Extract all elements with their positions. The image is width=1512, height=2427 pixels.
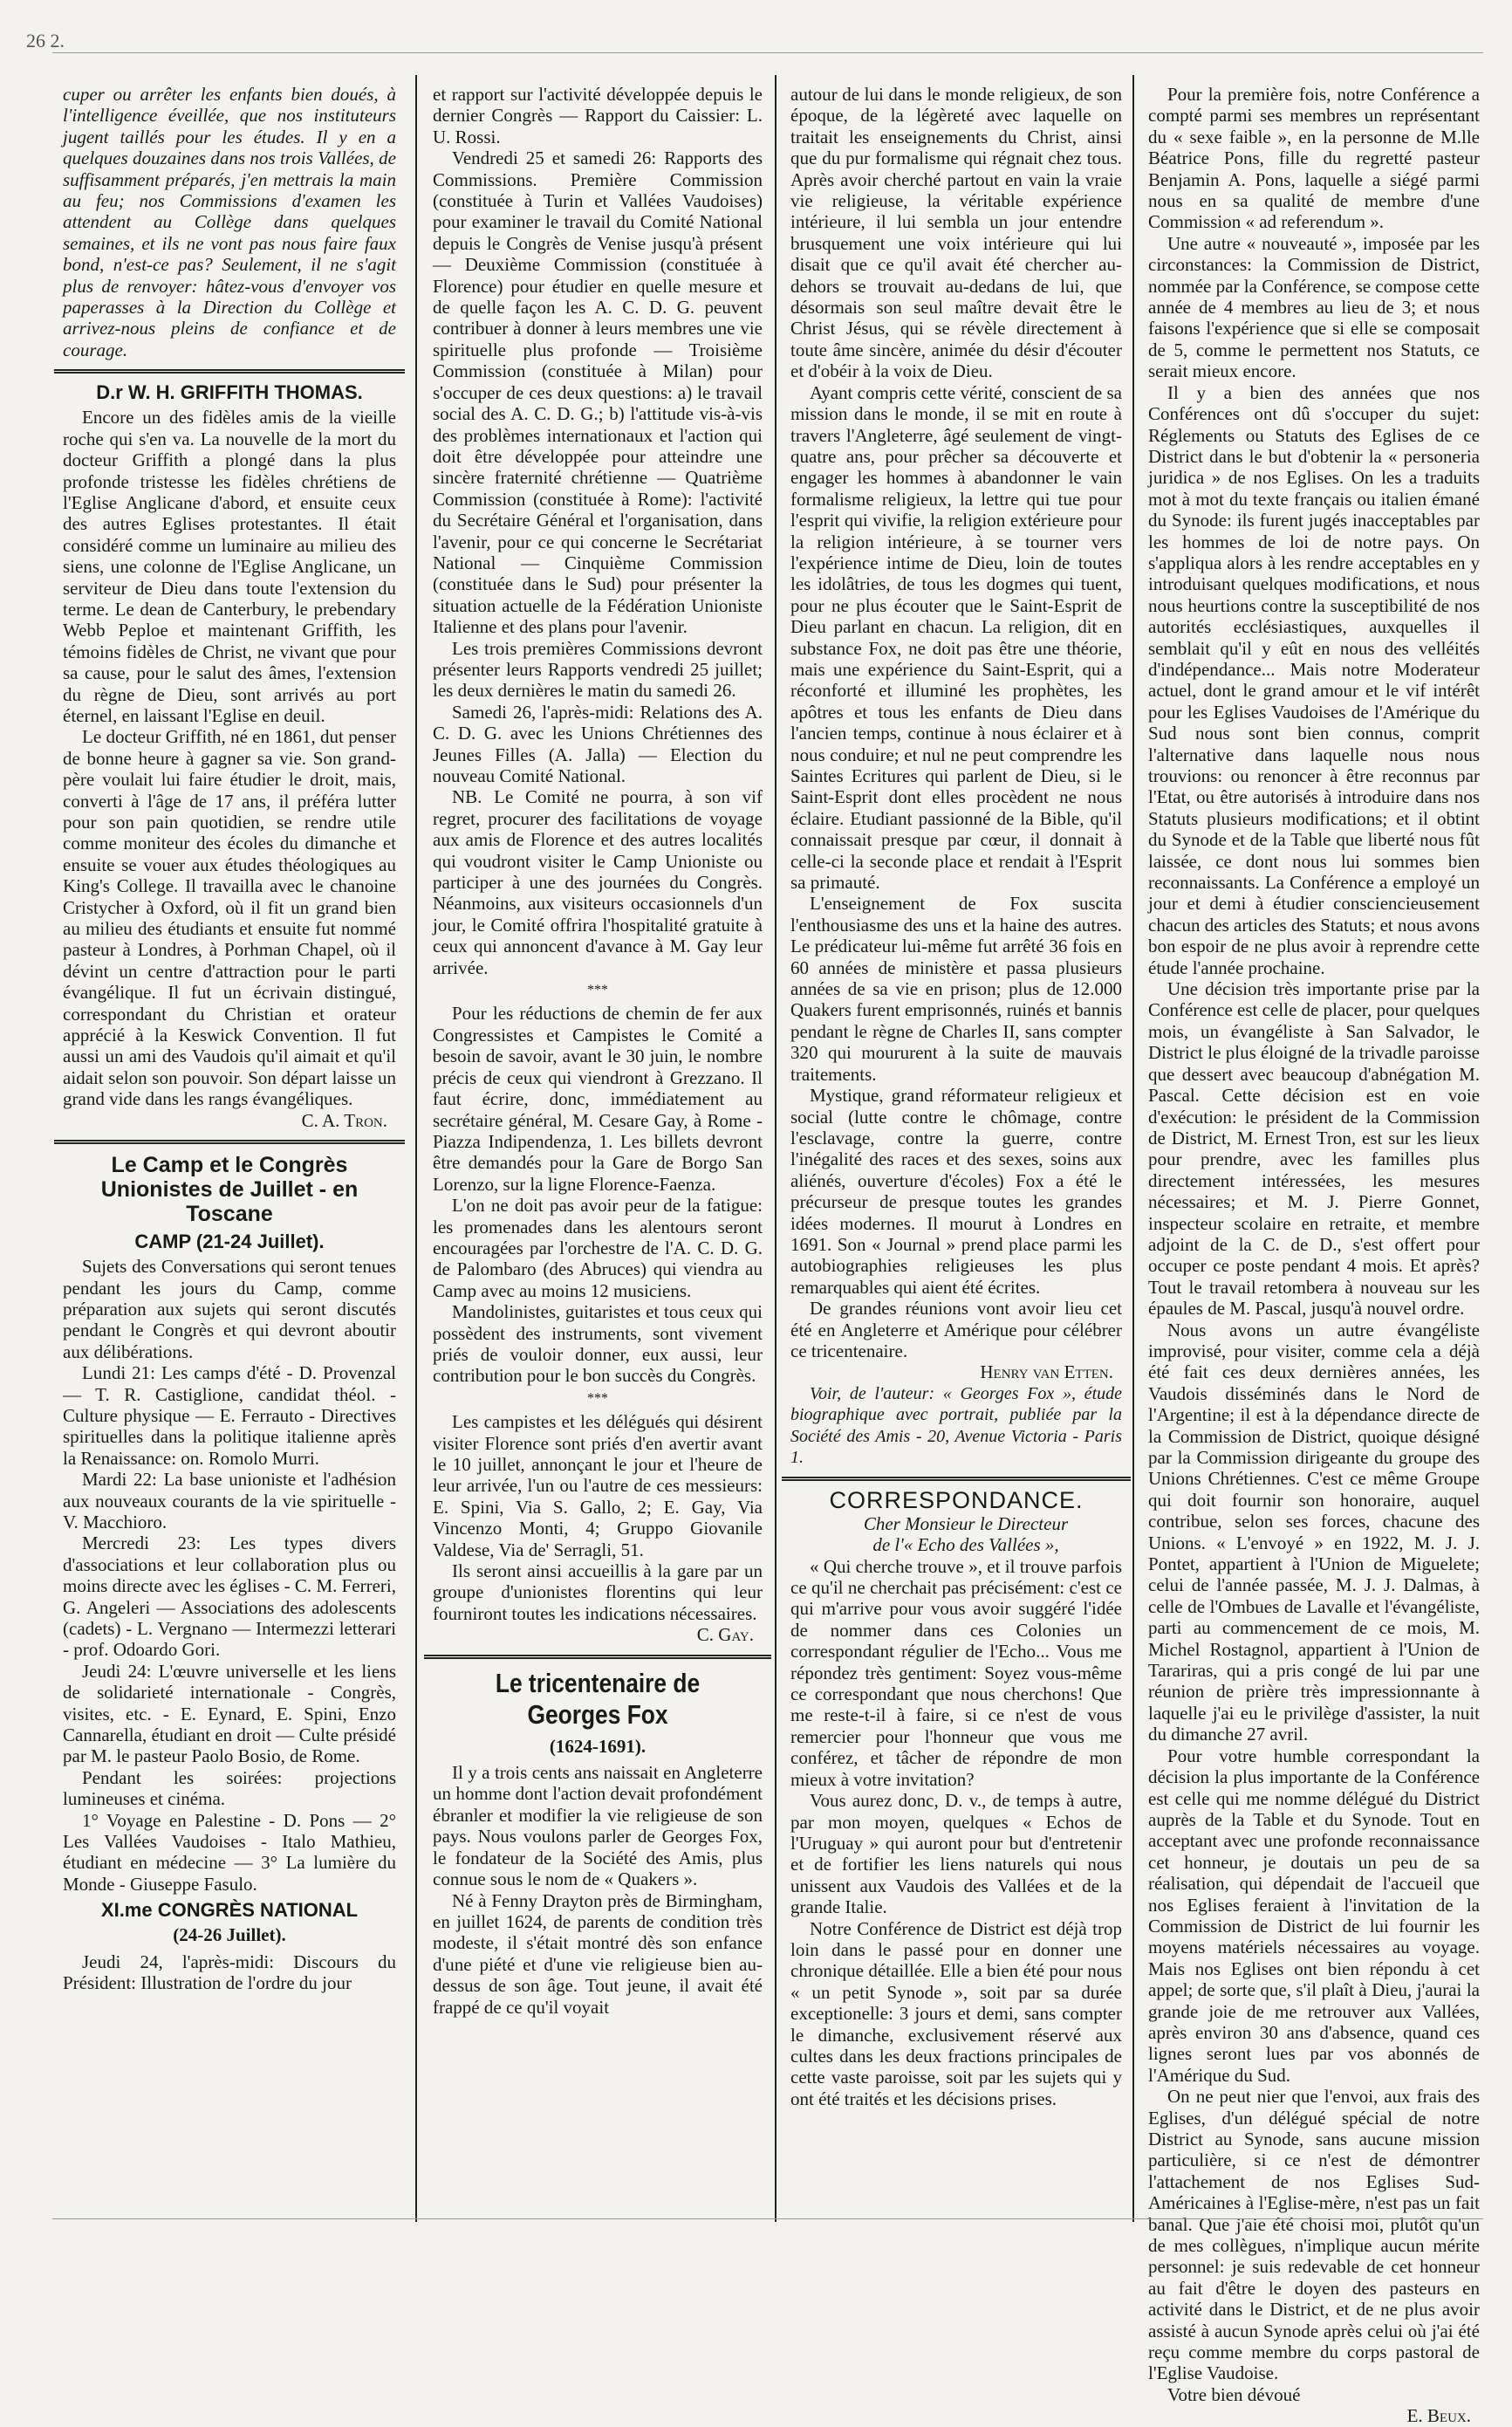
column-2 (433, 84, 763, 2213)
fox-paragraph: Ayant compris cette vérité, conscient de sa mission dans le monde, il se mit en route à travers l'Angleterre, âgé seulement de vingt-quatre ans, pour prêcher sa découverte et engager les hommes à abandonner le vain formalisme religieux, la lettre qui tue pour l'esprit qui vivifie, la religion extérieure pour la religion intérieure, à se tourner vers l'expérience intime de Dieu, loin de toutes les idolâtries, de tous les dogmes qui tuent, pour ne plus écouter que le Saint-Esprit de Dieu parlant en chacun. La religion, dit en substance Fox, ne doit pas être une théorie, mais une expérience du Saint-Esprit, qui a réconforté et illuminé les prophètes, les apôtres et tous les enfants de Dieu dans l'ancien temps, continue à nous éclairer et à nous conduire; et nul ne peut comprendre les Saintes Ecritures qui parlent de Dieu, si le Saint-Esprit dont elles procèdent ne nous éclaire. Etudiant passionné de la Bible, qu'il connaissait presque par cœur, il donnait à celle-ci la seconde place et rendait à l'Esprit sa primauté. (790, 381, 1122, 894)
congres-paragraph: NB. Le Comité ne pourra, à son vif regret, procurer des facilitations de voyage aux amis de Florence et des autres localités qui voudront visiter le Camp Unioniste ou participer à une des journées du Congrès. Néanmoins, aux visiteurs occasionnels d'un jour, le Comité offrira l'hospitalité gratuite à ceux qui annoncent d'avance à M. Gay leur arrivée. (433, 786, 763, 978)
college-appeal-text: cuper ou arrêter les enfants bien doués, à l'intelligence éveillée, que nos instituteurs jugent taillés pour les études. Il y en a quelques douzaines dans nos trois Vallées, de suffisamment préparés, j'en mettrais la main au feu; nos Commissions d'examen les attendent au Collège dans quelques semaines, et ils ne vont pas nous faire faux bond, n'est-ce pas? Seulement, il ne s'agit plus de renvoyer: hâtez-vous d'envoyer vos paperasses à la Direction du Collège et arrivez-nous pleins de confiance et de courage. (63, 84, 396, 360)
correspondance-paragraph: Vous aurez donc, D. v., de temps à autre, par mon moyen, quelques « Echos de l'Uruguay » qui auront pour but d'entretenir et de fortifier les liens naturels qui nous unissent aux Vaudois des Vallées et de la grande Italie. (790, 1790, 1122, 1918)
congres-paragraph: Vendredi 25 et samedi 26: Rapports des Commissions. Première Commission (constituée à Turin et Vallées Vaudoises) pour examiner le travail du Comité National depuis le Congrès de Venise jusqu'à présent — Deuxième Commission (constituée à Florence) pour étudier en quelle mesure et de quelle façon les A. C. D. G. peuvent contribuer à donner à leurs membres une vie spirituelle plus profonde — Troisième Commission (constituée à Milan) pour s'occuper de ces deux questions: a) le travail social des A. C. D. G.; b) l'attitude vis-à-vis des problèmes internationaux et l'action qui doit être développée pour atteindre une sincère fraternité chrétienne — Quatrième Commission (constituée à Rome): l'activité du Secrétaire Général et l'organisation, dans l'avenir, pour ce qui concerne le Secrétariat National — Cinquième Commission (constituée dans le Sud) pour présenter la situation actuelle de la Fédération Unioniste Italienne et des plans pour l'avenir. (433, 147, 763, 638)
correspondance-paragraph: Une décision très importante prise par la Conférence est celle de placer, pour quelques mois, un évangéliste à San Salvador, le District le plus éloigné de la trivadle paroisse que dessert avec beaucoup d'abnégation M. Pascal. Cette décision est en voie d'exécution: le président de la Commission de District, M. Ernest Tron, est sur les lieux pour prendre, avec les familles plus directement intéressées, les mesures nécessaires; et M. J. Pierre Gonnet, inspecteur scolaire en retraite, et membre adjoint de la C. de D., s'est offert pour occuper ce poste pendant 4 mois. Et après? Tout le travail retombera à nouveau sur les épaules de M. Pascal, jusqu'à nouvel ordre. (1148, 978, 1480, 1320)
camp-paragraph: Pendant les soirées: projections lumineuses et cinéma. (63, 1766, 396, 1810)
fox-paragraph: Né à Fenny Drayton près de Birmingham, en juillet 1624, de parents de condition très modeste, il s'était montré dès son enfance d'une piété et d'une vie religieuse bien au-dessus de son âge. Tout jeune, il avait été frappé de ce qu'il voyait (433, 1889, 763, 2018)
fox-paragraph: L'enseignement de Fox suscita l'enthousiasme des uns et la haine des autres. Le prédicateur lui-même fut arrêté 36 fois en 60 années de ministère et passa plusieurs années de sa vie en prison; plus de 12.000 Quakers furent emprisonnés, ruinés et bannis pendant le règne de Charles II, sans compter 320 qui moururent à la suite de mauvais traitements. (790, 893, 1122, 1085)
griffith-title: D.r W. H. GRIFFITH THOMAS. (96, 381, 363, 404)
congres-title: XI.me CONGRÈS NATIONAL (100, 1899, 359, 1922)
camp-title: Le Camp et le Congrès Unionistes de Juillet - en Toscane (100, 1153, 359, 1227)
section-divider (782, 1477, 1131, 1481)
camp-paragraph: Mercredi 23: Les types divers d'associations et leur collaboration plus ou moins directe avec les églises - C. M. Ferreri, G. Angeleri — Associations des adolescents (cadets) - L. Vergnano — Intermezzi letterari - prof. Odoardo Gori. (63, 1532, 396, 1661)
congres-paragraph: Jeudi 24, l'après-midi: Discours du Président: Illustration de l'ordre du jour (63, 1951, 396, 1994)
correspondance-paragraph: On ne peut nier que l'envoi, aux frais des Eglises, d'un délégué spécial de notre District au Synode, sans aucune mission particulière, si ce n'est de démontrer l'attachement de nos Eglises Sud-Américaines à l'Eglise-mère, n'est pas un fait banal. Que j'aie été choisi moi, plutôt qu'un de mes collègues, n'implique aucun mérite personnel: je suis redevable de cet honneur au fait d'être le doyen des pasteurs en activité dans le District, et de ne plus avoir assisté à aucun Synode après celui où j'ai été reçu comme membre du corps pastoral de l'Eglise Vaudoise. (1148, 2086, 1480, 2384)
congres-paragraph: Mandolinistes, guitaristes et tous ceux qui possèdent des instruments, sont vivement priés de vouloir donner, eux aussi, leur contribution pour le bon succès du Congrès. (433, 1301, 763, 1387)
column-divider (415, 75, 417, 2222)
correspondance-salutation: Cher Monsieur le Directeur (863, 1512, 1069, 1534)
column-4 (1148, 84, 1480, 2427)
fox-paragraph: De grandes réunions vont avoir lieu cet été en Angleterre et Amérique pour célébrer ce tricentenaire. (790, 1298, 1122, 1361)
column-3 (790, 84, 1122, 2213)
correspondance-paragraph: Pour votre humble correspondant la décision la plus importante de la Conférence est celle qui me nomme délégué du District auprès de la Table et du Synode. Tout en acceptant avec une profonde reconnaissance cet honneur, je doutais un peu de sa réalisation, qui dépendait de l'accueil que nos Eglises feraient à l'invitation de la Commission de District de lui fournir les moyens matériels nécessaires au voyage. Mais nos Eglises ont bien répondu à cet appel; de sorte que, s'il plaît à Dieu, j'aurai la grande joie de me retrouver aux Vallées, après environ 30 ans d'absence, quand ces lignes seront lues par vos abonnés de l'Amérique du Sud. (1148, 1745, 1480, 2086)
fox-author-note: Voir, de l'auteur: « Georges Fox », étude biographique avec portrait, publiée par la Société des Amis - 20, Avenue Victoria - Paris 1. (790, 1383, 1122, 1467)
correspondance-paragraph: « Qui cherche trouve », et il trouve parfois ce qu'il ne cherchait pas précisément: c'est ce qui m'arrive pour vous avoir suggéré l'idée de nommer dans ces Colonies un correspondant régulier de l'Echo... Vous me répondez très gentiment: Soyez vous-même ce correspondant que nous cherchons! Que me reste-t-il à faire, si ce n'est de vous remercier pour l'honneur que vous me conférez, et tâcher de répondre de mon mieux à votre invitation? (790, 1555, 1122, 1790)
bottom-border (52, 2218, 1483, 2219)
camp-paragraph: Lundi 21: Les camps d'été - D. Provenzal — T. R. Castiglione, candidat théol. - Culture physique — E. Ferrauto - Directives spirituelles dans la politique italienne après la Renaissance: on. Romolo Murri. (63, 1362, 396, 1469)
fox-paragraph: Mystique, grand réformateur religieux et social (lutte contre le chômage, contre l'esclavage, contre la guerre, contre l'inégalité des races et des sexes, soins aux aliénés, ouverture d'écoles) Fox a été le précurseur de presque toutes les grandes idées modernes. Il mourut à Londres en 1691. Son « Journal » prend place parmi les autobiographies religieuses les plus remarquables qui aient été écrites. (790, 1085, 1122, 1298)
fox-paragraph: autour de lui dans le monde religieux, de son époque, de la légèreté avec laquelle on traitait les enseignements du Christ, ainsi que du pur formalisme qui régnait chez tous. Après avoir cherché partout en vain la vraie vie religieuse, la véritable expérience intérieure, il lui sembla un jour entendre brusquement une voix intérieure qui lui disait que ce qu'il avait été chercher au-dehors se trouvait au-dedans de lui, que désormais son seul maître devait être le Christ Jésus, qui se révèle directement à toute âme sincère, animée du désir d'écouter et d'obéir à la voix de Dieu. (790, 84, 1122, 382)
griffith-signature: C. A. Tron. (301, 1109, 387, 1131)
section-divider (424, 1655, 771, 1659)
column-divider (1132, 75, 1134, 2222)
correspondance-paragraph: Notre Conférence de District est déjà trop loin dans le passé pour en donner une chronique détaillée. Elle a bien été pour nous « un petit Synode », soit par sa durée exceptionelle: 3 jours et demi, sans compter le dimanche, exclusivement réservé aux cultes dans les deux fractions principales de cette vaste paroisse, soit par les sujets qui y ont été traités et les décisions prises. (790, 1917, 1122, 2109)
congres-paragraph: et rapport sur l'activité développée depuis le dernier Congrès — Rapport du Caissier: L. U. Rossi. (433, 84, 763, 147)
asterism: *** (587, 983, 608, 998)
correspondance-salutation: de l'« Echo des Vallées », (872, 1534, 1059, 1556)
correspondance-signature: E. Beux. (1406, 2405, 1471, 2427)
asterism: *** (587, 1390, 608, 1406)
page-corner-number: 26 2. (26, 30, 65, 51)
section-divider (54, 1140, 405, 1144)
congres-paragraph: Les trois premières Commissions devront présenter leurs Rapports vendredi 25 juillet; les deux dernières le matin du samedi 26. (433, 637, 763, 702)
correspondance-paragraph: Nous avons un autre évangéliste improvisé, pour visiter, comme cela a déjà été fait ces deux dernières années, les Vaudois disséminés dans le Nord de l'Argentine; il est à la dépendance directe de la Commission de District, quoique désigné par la Commission dirigeante du groupe des Unions Chrétiennes. C'est ce même Groupe qui doit fournir son honoraire, auquel contribue, selon ses forces, chacune des Unions. « L'envoyé » en 1922, M. J. J. Pontet, appartient à l'Union de Miguelete; celui de l'année passée, M. J. J. Dalmas, à celle de l'Ombues de Lavalle et l'évangéliste, parti au commencement de ce mois, M. Michel Rostagnol, appartient à l'Union de Tarariras, qui a pris congé de lui par une réunion de prière très impressionnante à laquelle j'ai eu le privilège d'assister, la nuit du dimanche 27 avril. (1148, 1319, 1480, 1745)
griffith-paragraph: Le docteur Griffith, né en 1861, dut penser de bonne heure à gagner sa vie. Son grand-père voulait lui faire étudier le droit, mais, converti à l'âge de 17 ans, il préféra lutter pour son pain quotidien, se rendre utile comme moniteur des écoles du dimanche et ensuite se vouer aux études théologiques au King's College. Il travailla avec le chanoine Cristycher à Oxford, où il fit un grand bien au milieu des étudiants et ensuite fut nommé pasteur à Londres, à Porhman Chapel, où il dévint un centre d'attraction pour le parti évangélique. Il fut un écrivain distingué, correspondant du Christian et orateur apprécié à la Keswick Convention. Il fut aussi un ami des Vaudois qu'il aimait et qu'il aidait selon son pouvoir. Son départ laisse un grand vide dans les rangs évangéliques. (63, 726, 396, 1110)
congres-paragraph: Les campistes et les délégués qui désirent visiter Florence sont priés d'en avertir avant le 10 juillet, annonçant le jour et l'heure de leur arrivée, l'un ou l'autre de ces messieurs: E. Spini, Via S. Gallo, 2; E. Gay, Via Vincenzo Monti, 4; Gruppo Giovanile Valdese, Via de' Serragli, 51. (433, 1411, 763, 1560)
correspondance-paragraph: Pour la première fois, notre Conférence a compté parmi ses membres un représentant du « sexe faible », en la personne de M.lle Béatrice Pons, fille du regretté pasteur Benjamin A. Pons, laquelle a siégé parmi nous en sa qualité de membre d'une Commission « ad referendum ». (1148, 84, 1480, 233)
camp-paragraph: 1° Voyage en Palestine - D. Pons — 2° Les Vallées Vaudoises - Italo Mathieu, étudiant en médecine — 3° La lumière du Monde - Giuseppe Fasulo. (63, 1809, 396, 1895)
camp-paragraph: Sujets des Conversations qui seront tenues pendant les jours du Camp, comme préparation aux sujets qui seront discutés pendant le Congrès et qui devront aboutir aux délibérations. (63, 1256, 396, 1362)
camp-subtitle: CAMP (21-24 Juillet). (134, 1231, 325, 1253)
fox-dates: (1624-1691). (549, 1735, 647, 1757)
column-divider (775, 75, 777, 2222)
congres-paragraph: L'on ne doit pas avoir peur de la fatigue: les promenades dans les alentours seront encouragées par l'orchestre de l'A. C. D. G. de Palombaro (des Abruces) qui viendra au Camp avec au moins 12 musiciens. (433, 1195, 763, 1301)
correspondance-closing: Votre bien dévoué (1167, 2383, 1301, 2405)
camp-paragraph: Jeudi 24: L'œuvre universelle et les liens de solidarieté internationale - Congrès, visites, etc. - E. Eynard, E. Spini, Enzo Cannarella, étudiant en droit — Culte présidé par M. le pasteur Paolo Bosio, de Rome. (63, 1660, 396, 1767)
congres-signature: C. Gay. (696, 1624, 754, 1646)
fox-signature: Henry van Etten. (980, 1361, 1113, 1383)
top-border (52, 52, 1483, 53)
fox-title: Le tricentenaire de Georges Fox (495, 1667, 701, 1730)
congres-paragraph: Pour les réductions de chemin de fer aux Congressistes et Campistes le Comité a besoin de savoir, avant le 30 juin, le nombre précis de ceux qui viendront à Grezzano. Il faut écrire, donc, immédiatement au secrétaire général, M. Cesare Gay, à Rome - Piazza Indipendenza, 1. Les billets devront être demandés pour la Gare de Borgo San Lorenzo, sur la ligne Florence-Faenza. (433, 1003, 763, 1195)
correspondance-title: CORRESPONDANCE. (829, 1487, 1084, 1514)
fox-paragraph: Il y a trois cents ans naissait en Angleterre un homme dont l'action devait profondément ébranler et modifier la vie religieuse de son pays. Nous voulons parler de Georges Fox, le fondateur de la Société des Amis, plus connue sous le nom de « Quakers ». (433, 1762, 763, 1890)
column-1 (63, 84, 396, 2213)
correspondance-paragraph: Une autre « nouveauté », imposée par les circonstances: la Commission de District, nommée par la Conférence, se compose cette année de 4 membres au lieu de 3; et nous faisons l'expérience que si elle se composait de 5, comme le permettent nos Statuts, ce serait mieux encore. (1148, 232, 1480, 382)
griffith-paragraph: Encore un des fidèles amis de la vieille roche qui s'en va. La nouvelle de la mort du docteur Griffith a plongé dans la plus profonde tristesse les fidèles chrétiens de l'Eglise Anglicane d'abord, et ensuite ceux des autres Eglises protestantes. Il était considéré comme un luminaire au milieu des siens, une colonne de l'Eglise Anglicane, un serviteur de Dieu dans toute l'extension du terme. Le dean de Canterbury, le prebendary Webb Peploe et maintenant Griffith, les témoins fidèles de Christ, ne vivant que pour sa cause, pour le salut des âmes, l'extension du règne de Dieu, sont arrivés au port éternel, en laissant l'Eglise en deuil. (63, 407, 396, 726)
correspondance-paragraph: Il y a bien des années que nos Conférences ont dû s'occuper du sujet: Réglements ou Statuts des Eglises de ce District dans le but d'obtenir la « personeria juridica » de nos Eglises. On les a traduits mot à mot du texte français ou italien émané du Synode: ils furent jugés inacceptables par les hommes de loi de notre pays. On s'appliqua alors à les rendre acceptables en y introduisant quelques modifications, et nous nous heurtions contre la susceptibilité de nos autorités ecclésiastiques, auxquelles il semblait qu'il y eût en nous des velléités d'indépendance... Mais notre Moderateur actuel, dont le grand amour et le vif intérêt pour les Eglises Vaudoises de l'Amérique du Sud nous sont bien connus, comprit l'alternative dans laquelle nous nous trouvions: ou renoncer à être reconnus par l'Etat, ou être autorisés à introduire dans nos Statuts plusieurs modifications; et il obtint du Synode et de la Table que liberté nous fût laissée, ce dont nous lui sommes bien reconnaissants. La Conférence a employé un jour et demi à étudier consciencieusement chacun des articles des Statuts; et nous avons bon espoir de ne plus avoir à reprendre cette étude l'année prochaine. (1148, 381, 1480, 978)
congres-paragraph: Ils seront ainsi accueillis à la gare par un groupe d'unionistes florentins qui leur fourniront toutes les indications nécessaires. (433, 1560, 763, 1624)
congres-subtitle: (24-26 Juillet). (173, 1924, 286, 1946)
congres-paragraph: Samedi 26, l'après-midi: Relations des A. C. D. G. avec les Unions Chrétiennes des Jeunes Filles (A. Jalla) — Election du nouveau Comité National. (433, 701, 763, 786)
section-divider (54, 369, 405, 374)
camp-paragraph: Mardi 22: La base unioniste et l'adhésion aux nouveaux courants de la vie spirituelle - V. Macchioro. (63, 1469, 396, 1532)
